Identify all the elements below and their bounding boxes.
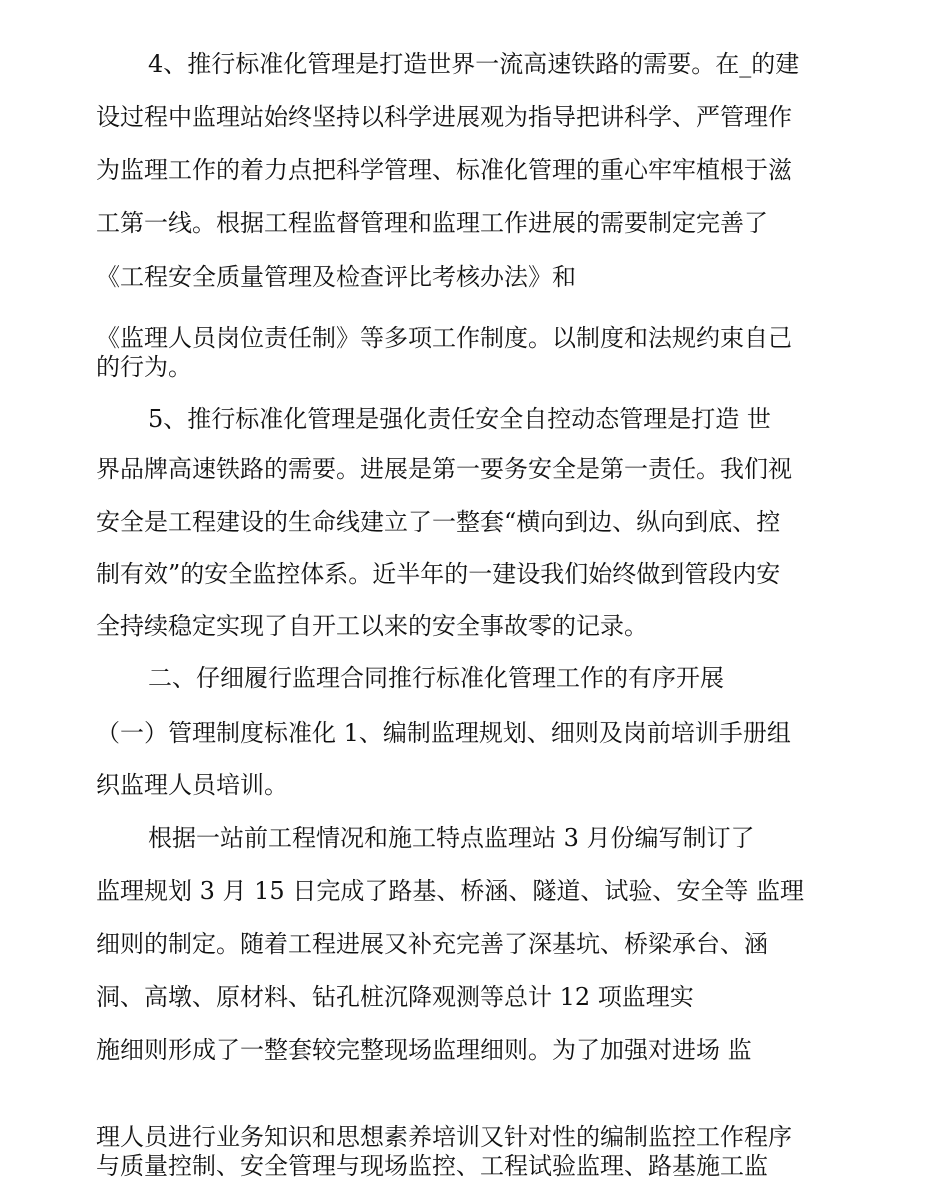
text-line-18: 细则的制定。随着工程进展又补充完善了深基坑、桥梁承台、涵 <box>96 930 768 958</box>
text-line-1: 4、推行标准化管理是打造世界一流高速铁路的需要。在_的建 <box>148 50 800 78</box>
text-line-22: 与质量控制、安全管理与现场监控、工程试验监理、路基施工监 <box>96 1152 768 1180</box>
text-line-16: 根据一站前工程情况和施工特点监理站 3 月份编写制订了 <box>148 824 755 852</box>
text-line-4: 工第一线。根据工程监督管理和监理工作进展的需要制定完善了 <box>96 209 768 237</box>
text-line-21: 理人员进行业务知识和思想素养培训又针对性的编制监控工作程序 <box>96 1123 792 1151</box>
text-line-13: 二、仔细履行监理合同推行标准化管理工作的有序开展 <box>148 664 724 692</box>
text-line-2: 设过程中监理站始终坚持以科学进展观为指导把讲科学、严管理作 <box>96 103 792 131</box>
text-line-11: 制有效”的安全监控体系。近半年的一建设我们始终做到管段内安 <box>96 560 781 588</box>
text-line-7: 的行为。 <box>96 353 192 381</box>
text-line-12: 全持续稳定实现了自开工以来的安全事故零的记录。 <box>96 612 648 640</box>
text-line-17: 监理规划 3 月 15 日完成了路基、桥涵、隧道、试验、安全等 监理 <box>96 877 804 905</box>
text-line-5: 《工程安全质量管理及检查评比考核办法》和 <box>96 263 576 291</box>
text-line-14: （一）管理制度标准化 1、编制监理规划、细则及岗前培训手册组 <box>96 719 791 747</box>
text-line-19: 洞、高墩、原材料、钻孔桩沉降观测等总计 12 项监理实 <box>96 983 694 1011</box>
text-line-20: 施细则形成了一整套较完整现场监理细则。为了加强对进场 监 <box>96 1036 752 1064</box>
text-line-6: 《监理人员岗位责任制》等多项工作制度。以制度和法规约束自己 <box>96 324 792 352</box>
text-line-9: 界品牌高速铁路的需要。进展是第一要务安全是第一责任。我们视 <box>96 455 792 483</box>
text-line-3: 为监理工作的着力点把科学管理、标准化管理的重心牢牢植根于滋 <box>96 156 792 184</box>
text-line-8: 5、推行标准化管理是强化责任安全自控动态管理是打造 世 <box>148 405 771 433</box>
text-line-15: 织监理人员培训。 <box>96 771 288 799</box>
text-line-10: 安全是工程建设的生命线建立了一整套“横向到边、纵向到底、控 <box>96 508 781 536</box>
